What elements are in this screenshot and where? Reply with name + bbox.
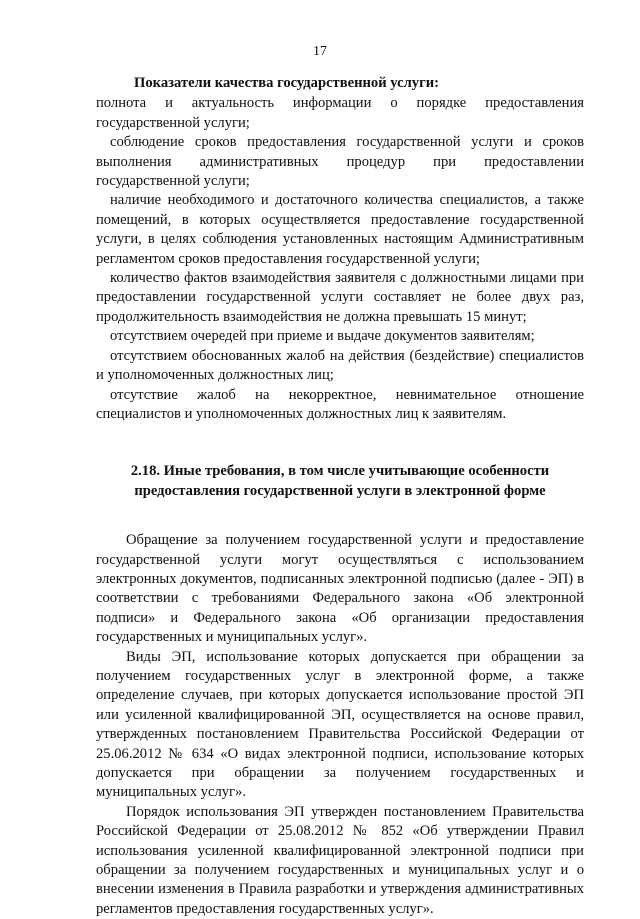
document-body [96, 74, 584, 919]
quality-item: отсутствием обоснованных жалоб на действия (бездействие) специалистов и уполномоченных должностных лиц; [96, 347, 584, 384]
section-heading-line: 2.18. Иные требования, в том числе учитывающие особенности [130, 463, 550, 480]
page-number: 17 [313, 44, 327, 59]
quality-item: отсутствие жалоб на некорректное, невнимательное отношение специалистов и уполномоченных должностных лиц к заявителям. [96, 386, 584, 422]
section-heading-line: предоставления государственной услуги в электронной форме [134, 482, 546, 499]
quality-indicators-heading: Показатели качества государственной услуги: [134, 75, 439, 91]
quality-item: полнота и актуальность информации о порядке предоставления государственной услуги; [96, 95, 584, 131]
section-heading-2-18 [96, 462, 584, 501]
quality-item: соблюдение сроков предоставления государственной услуги и сроков выполнения административных процедур при предоставлении государственной услуги; [96, 134, 584, 190]
paragraph: Виды ЭП, использование которых допускается при обращении за получением государственных услуг в электронной форме, а также определение случаев, при которых допускается использование простой ЭП или усиленной квалифицированной ЭП, осуществляется на основе правил, утвержденных постановлением Правительства Российской Федерации от 25.06.2012 № 634 «О видах электронной подписи, использование которых допускается при обращении за получением государственных и муниципальных услуг». [96, 648, 584, 801]
quality-item: количество фактов взаимодействия заявителя с должностными лицами при предоставлении государственной услуги составляет не более двух раз, продолжительность взаимодействия не должна превышать 15 минут; [96, 270, 584, 325]
quality-item: наличие необходимого и достаточного количества специалистов, а также помещений, в которых осуществляется предоставление государственной услуги, в целях соблюдения установленных настоящим Административным регламентом сроков предоставления государственной услуги; [96, 192, 584, 267]
quality-item: отсутствием очередей при приеме и выдаче документов заявителям; [110, 328, 535, 345]
paragraph: Порядок использования ЭП утвержден постановлением Правительства Российской Федерации от 25.08.2012 № 852 «Об утверждении Правил использования усиленной квалифицированной электронной подписи при обращении за получением государственных и муниципальных услуг и о внесении изменения в Правила разработки и утверждения административных регламентов предоставления государственных услуг». [96, 803, 584, 917]
paragraph: Обращение за получением государственной услуги и предоставление государственной услуги могут осуществляться с использованием электронных документов, подписанных электронной подписью (далее - ЭП) в соответствии с требованиями Федерального закона «Об электронной подписи» и Федерального закона «Об организации предоставления государственных и муниципальных услуг». [96, 532, 584, 646]
